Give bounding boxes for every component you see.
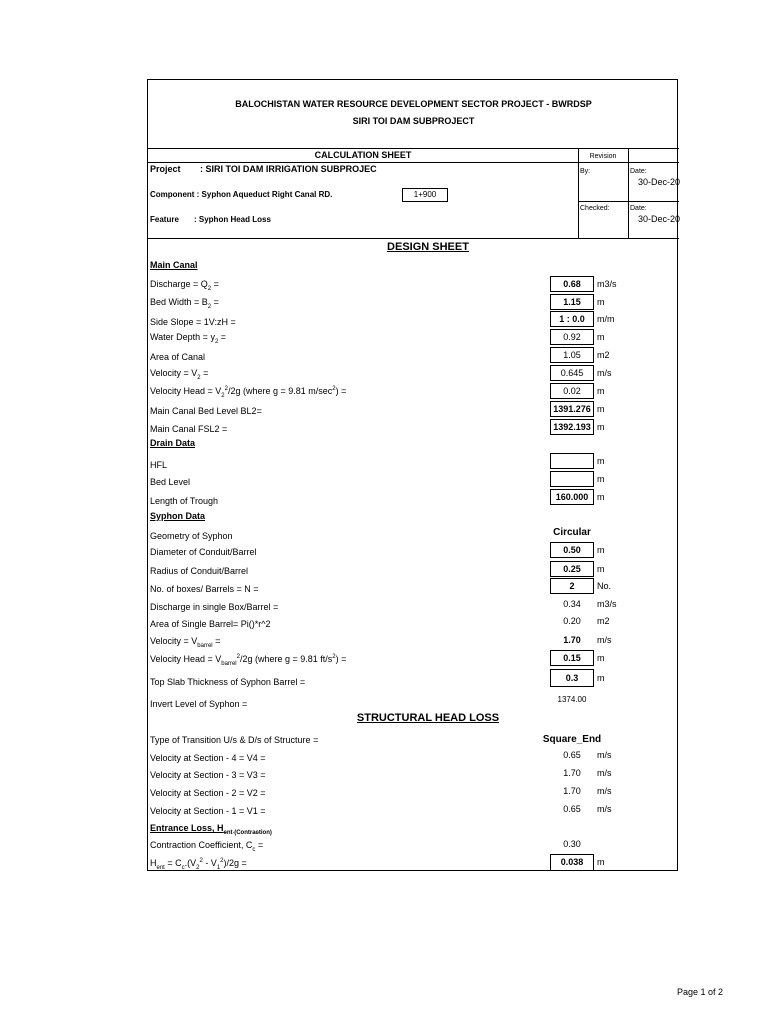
- v1-unit: m/s: [597, 804, 612, 814]
- barrel-velocity-head-value: 0.15: [550, 650, 594, 666]
- hent-value: 0.038: [550, 854, 594, 871]
- divider: [148, 238, 679, 239]
- main-canal-heading: Main Canal: [150, 260, 198, 270]
- side-slope-label: Side Slope = 1V:zH =: [150, 317, 236, 327]
- drain-bed-level-label: Bed Level: [150, 477, 191, 487]
- v4-value: 0.65: [563, 750, 581, 760]
- component-label: Component : Syphon Aqueduct Right Canal RD.: [150, 190, 333, 199]
- geometry-label: Geometry of Syphon: [150, 531, 233, 541]
- slab-value: 0.3: [550, 669, 594, 687]
- page-number: Page 1 of 2: [677, 987, 724, 997]
- entrance-loss-heading: Entrance Loss, $H_{ent (Contraction)}$: [150, 823, 272, 836]
- drain-bed-level-unit: m: [597, 474, 605, 484]
- velocity-value: 0.645: [550, 365, 594, 381]
- v3-label: Velocity at Section - 3 = V3 =: [150, 770, 266, 780]
- bed-width-unit: m: [597, 297, 605, 307]
- side-slope-value: 1 : 0.0: [550, 311, 594, 327]
- bed-width-value: 1.15: [550, 294, 594, 310]
- bed-level-label: Main Canal Bed Level BL2=: [150, 406, 262, 416]
- trough-unit: m: [597, 492, 605, 502]
- by-label: By:: [580, 168, 591, 175]
- barrel-velocity-head-label: Velocity Head = $V_{barrel}^2/2g$ (where g = 9.81 $ft/s^2$) =: [150, 654, 347, 667]
- hent-unit: m: [597, 857, 605, 867]
- bed-level-value: 1391.276: [550, 401, 594, 417]
- transition-label: Type of Transition U/s & D/s of Structure =: [150, 735, 319, 745]
- hent-formula-label: $H_{ent} = C_c.(V_2^2 - V_1^2)/2g$ =: [150, 858, 247, 871]
- project-label: Project: [150, 164, 181, 174]
- hfl-value: [550, 453, 594, 469]
- fsl-value: 1392.193: [550, 419, 594, 435]
- calc-sheet-title: CALCULATION SHEET: [314, 150, 412, 160]
- drain-bed-level-value: [550, 471, 594, 487]
- v4-unit: m/s: [597, 750, 612, 760]
- trough-label: Length of Trough: [150, 496, 219, 506]
- boxes-label: No. of boxes/ Barrels = N =: [150, 584, 259, 594]
- syphon-heading: Syphon Data: [150, 511, 206, 521]
- calculation-sheet: [147, 79, 681, 871]
- hfl-unit: m: [597, 456, 605, 466]
- date-value-2: 30-Dec-20: [638, 214, 681, 224]
- trough-value: 160.000: [550, 489, 594, 505]
- barrel-velocity-unit: m/s: [597, 635, 612, 645]
- boxes-value: 2: [550, 578, 594, 594]
- radius-value: 0.25: [550, 561, 594, 577]
- discharge-value: 0.68: [550, 276, 594, 292]
- v3-unit: m/s: [597, 768, 612, 778]
- revision-label: Revision: [589, 153, 617, 160]
- slab-unit: m: [597, 673, 605, 683]
- boxes-unit: No.: [597, 581, 612, 591]
- bed-width-label: Bed Width = $B_2$ =: [150, 297, 219, 310]
- area-single-label: Area of Single Barrel= Pi()*r^2: [150, 619, 271, 629]
- velocity-head-value: 0.02: [550, 383, 594, 399]
- slab-label: Top Slab Thickness of Syphon Barrel =: [150, 677, 306, 687]
- contraction-coefficient-value: 0.30: [563, 839, 581, 849]
- water-depth-label: Water Depth = $y_2$ =: [150, 332, 227, 345]
- drain-heading: Drain Data: [150, 438, 196, 448]
- hfl-label: HFL: [150, 460, 168, 470]
- checked-label: Checked:: [580, 205, 610, 212]
- invert-value: 1374.00: [557, 695, 587, 704]
- v1-value: 0.65: [563, 804, 581, 814]
- v2-unit: m/s: [597, 786, 612, 796]
- design-sheet-title: DESIGN SHEET: [387, 241, 469, 253]
- v3-value: 1.70: [563, 768, 581, 778]
- velocity-head-label: Velocity Head = $V_2^2/2g$ (where g = 9.81 $m/\sec^2$) =: [150, 386, 347, 399]
- area-unit: m2: [597, 350, 610, 360]
- project-title: BALOCHISTAN WATER RESOURCE DEVELOPMENT SECTOR PROJECT - BWRDSP: [235, 99, 592, 109]
- invert-label: Invert Level of Syphon =: [150, 699, 248, 709]
- radius-label: Radius of Conduit/Barrel: [150, 566, 249, 576]
- velocity-head-unit: m: [597, 386, 605, 396]
- v2-label: Velocity at Section - 2 = V2 =: [150, 788, 266, 798]
- divider: [148, 148, 679, 149]
- barrel-velocity-head-unit: m: [597, 653, 605, 663]
- area-label: Area of Canal: [150, 352, 206, 362]
- barrel-velocity-label: Velocity = $V_{barrel}$ =: [150, 636, 221, 649]
- velocity-unit: m/s: [597, 368, 612, 378]
- water-depth-unit: m: [597, 332, 605, 342]
- area-value: 1.05: [550, 347, 594, 363]
- area-single-value: 0.20: [563, 616, 581, 626]
- v4-label: Velocity at Section - 4 = V4 =: [150, 753, 266, 763]
- discharge-single-unit: m3/s: [597, 599, 617, 609]
- discharge-unit: m3/s: [597, 279, 617, 289]
- v1-label: Velocity at Section - 1 = V1 =: [150, 806, 266, 816]
- diameter-label: Diameter of Conduit/Barrel: [150, 547, 257, 557]
- discharge-label: Discharge = $Q_2$ =: [150, 279, 219, 292]
- geometry-value: Circular: [553, 527, 591, 538]
- side-slope-unit: m/m: [597, 314, 615, 324]
- velocity-label: Velocity = $V_2$ =: [150, 368, 209, 381]
- radius-unit: m: [597, 564, 605, 574]
- contraction-coefficient-label: Contraction Coefficient, $C_c$ =: [150, 840, 264, 853]
- v2-value: 1.70: [563, 786, 581, 796]
- feature-label: Feature: [150, 215, 179, 224]
- fsl-unit: m: [597, 422, 605, 432]
- barrel-velocity-value: 1.70: [563, 635, 581, 645]
- water-depth-value: 0.92: [550, 329, 594, 345]
- date-label: Date:: [630, 168, 647, 175]
- divider: [628, 148, 629, 238]
- bed-level-unit: m: [597, 404, 605, 414]
- feature-value: : Syphon Head Loss: [194, 215, 271, 224]
- area-single-unit: m2: [597, 616, 610, 626]
- structural-heading: STRUCTURAL HEAD LOSS: [356, 712, 500, 724]
- project-value: : SIRI TOI DAM IRRIGATION SUBPROJEC: [200, 164, 377, 174]
- transition-value: Square_End: [542, 734, 602, 745]
- discharge-single-label: Discharge in single Box/Barrel =: [150, 602, 279, 612]
- rd-value: 1+900: [402, 188, 448, 202]
- date-label-2: Date:: [630, 205, 647, 212]
- discharge-single-value: 0.34: [563, 599, 581, 609]
- subproject-title: SIRI TOI DAM SUBPROJECT: [352, 116, 475, 126]
- divider: [148, 162, 679, 163]
- diameter-value: 0.50: [550, 542, 594, 558]
- fsl-label: Main Canal FSL2 =: [150, 424, 228, 434]
- date-value: 30-Dec-20: [638, 177, 681, 187]
- diameter-unit: m: [597, 545, 605, 555]
